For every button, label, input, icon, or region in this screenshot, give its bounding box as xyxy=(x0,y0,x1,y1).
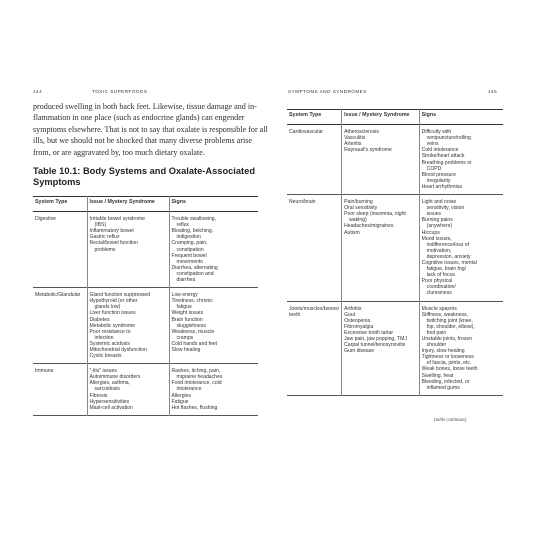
cell-line: Trouble swallowing, xyxy=(171,216,217,223)
cell-line: (IBS) xyxy=(94,222,107,229)
cell-line: twitching joint (knee, xyxy=(426,317,473,324)
cell-line: Liver function issues xyxy=(89,310,136,317)
cell-line: Weak bones, loose teeth xyxy=(421,366,478,373)
cell-line: Slow healing xyxy=(171,346,201,353)
cell-line: Gout xyxy=(344,311,356,318)
cell-line: sarcoidosis xyxy=(94,386,120,393)
cell-line: Poor resistance to xyxy=(89,328,131,335)
cell-line: Difficulty with xyxy=(421,129,452,136)
cell-line: Headaches/migraines xyxy=(344,223,394,230)
table-continues-note: (table continues) xyxy=(434,418,467,423)
table-row xyxy=(33,364,258,416)
cell-line: Cystic breasts xyxy=(89,353,122,360)
cell-line: Weakness, muscle xyxy=(171,328,215,335)
cell-line: Cold intolerance xyxy=(421,147,459,154)
body-systems-table-continued xyxy=(287,109,503,396)
cell-line: Fibromyalgia xyxy=(344,323,374,330)
cell-line: Diabetes xyxy=(89,316,110,323)
right-page xyxy=(267,0,533,533)
cell-line: teeth xyxy=(289,311,301,318)
running-head: TOXIC SUPERFOODS xyxy=(92,89,148,94)
cell-line: Frequent bowel xyxy=(171,252,207,259)
cell-line: Poor physical xyxy=(421,278,453,285)
table-header-row xyxy=(33,197,258,212)
cell-line: waking) xyxy=(349,217,367,224)
cell-line: Mood issues, xyxy=(421,235,452,242)
cell-line: clumsiness xyxy=(426,290,452,297)
cell-line: sensitivity, vision xyxy=(426,205,465,212)
cell-line: Rectal/bowel function xyxy=(89,240,138,247)
cell-line: Excessive tooth tartar xyxy=(344,329,394,336)
cell-line: COPD xyxy=(426,165,442,172)
cell-line: Oral sensitivity xyxy=(344,205,378,212)
cell-line: Muscle spasms xyxy=(421,305,457,312)
table-header-row xyxy=(287,110,503,125)
cell-line: irregularity xyxy=(426,177,451,184)
cell-line: Hot flashes, flushing xyxy=(171,404,218,411)
cell-line: Heart arrhythmias xyxy=(421,183,463,190)
cell-line: (anywhere) xyxy=(426,223,453,230)
table-title-line: Table 10.1: Body Systems and Oxalate-Associated xyxy=(33,166,256,176)
cell-line: Allergies xyxy=(171,392,192,399)
cell-line: Raynaud's syndrome xyxy=(344,147,392,154)
cell-line: migraine headaches xyxy=(176,374,223,381)
page-number: 144 xyxy=(33,89,43,94)
cell-line: Autism xyxy=(344,229,360,236)
cell-line: constipation and xyxy=(176,270,214,277)
cell-line: Inflammatory bowel xyxy=(89,228,134,235)
cell-line: Cardiovascular xyxy=(289,129,323,136)
cell-line: foot pain xyxy=(426,329,447,336)
cell-system-type xyxy=(33,288,87,364)
cell-line: indifference/loss of xyxy=(426,241,470,248)
cell-line: Weight issues xyxy=(171,310,204,317)
header-signs: Signs xyxy=(169,197,258,212)
cell-line: Unstable joints, frozen xyxy=(421,336,473,342)
body-systems-table xyxy=(33,196,258,416)
cell-line: shoulder xyxy=(426,342,447,349)
cell-line: issues xyxy=(426,211,442,218)
cell-line: Hiccups xyxy=(421,229,440,236)
cell-line: coordination/ xyxy=(426,284,456,291)
table-title-line: Symptoms xyxy=(33,177,81,187)
cell-line: Metabolic/Glandular xyxy=(35,292,81,299)
cell-issue-syndrome xyxy=(342,301,420,395)
cell-line: Irritable bowel syndrome xyxy=(89,216,145,223)
cell-line: constipation xyxy=(176,246,204,253)
paragraph-line: from, or are aggravated by, too much dietary oxalate. xyxy=(33,147,205,157)
table-row xyxy=(287,301,503,395)
cell-line: Swelling, heat xyxy=(421,372,454,379)
cell-line: Atherosclerosis xyxy=(344,129,379,136)
header-signs: Signs xyxy=(419,110,503,125)
cell-line: inflamed gums xyxy=(426,384,460,391)
cell-line: Stroke/heart attack xyxy=(421,153,465,160)
header-system-type: System Type xyxy=(289,112,322,118)
cell-line: infection xyxy=(94,334,114,341)
cell-signs xyxy=(419,301,503,395)
cell-line: Fibrosis xyxy=(89,392,108,399)
cell-line: Immune xyxy=(35,368,54,375)
cell-line: Tiredness, chronic xyxy=(171,298,213,305)
cell-line: Low energy xyxy=(171,292,198,299)
cell-line: hip, shoulder, elbow), xyxy=(426,323,475,330)
cell-line: movements xyxy=(176,258,203,265)
cell-line: Gastric reflux xyxy=(89,234,120,241)
cell-line: intolerance xyxy=(176,386,202,393)
cell-line: venipuncture/rolling xyxy=(426,135,471,142)
cell-line: Brain function xyxy=(171,316,203,323)
cell-line: Systemic acidosis xyxy=(89,340,130,347)
cell-line: Injury, slow healing xyxy=(421,348,465,355)
table-row xyxy=(33,212,258,288)
cell-line: Food intolerance, cold xyxy=(171,380,222,387)
cell-line: Bleeding, infected, or xyxy=(421,378,470,385)
cell-system-type xyxy=(287,301,342,395)
cell-line: Poor sleep (insomnia, night xyxy=(344,211,406,218)
paragraph-line: produced swelling in both back feet. Likewise, tissue damage and in- xyxy=(33,102,257,111)
cell-line: Neuro/brain xyxy=(289,199,316,206)
cell-line: motivation, xyxy=(426,247,452,254)
cell-line: Diarrhea, alternating xyxy=(171,264,218,271)
cell-issue-syndrome xyxy=(342,195,420,302)
cell-line: glands low) xyxy=(94,304,121,311)
cell-line: depression, anxiety xyxy=(426,253,471,260)
cell-line: cramps xyxy=(176,334,194,341)
page-number: 145 xyxy=(488,89,498,94)
cell-line: Vasculitis xyxy=(344,135,366,142)
cell-line: Blood pressure xyxy=(421,171,456,178)
cell-line: fatigue xyxy=(176,304,192,311)
cell-line: reflux xyxy=(176,222,189,229)
cell-line: Fatigue xyxy=(171,398,189,405)
cell-system-type xyxy=(33,212,87,288)
cell-issue-syndrome xyxy=(87,364,169,416)
cell-line: Arteritis xyxy=(344,141,362,148)
cell-line: of fascia, joints, etc. xyxy=(426,360,472,367)
cell-line: fatigue, brain fog/ xyxy=(426,266,467,273)
cell-line: Tightness or looseness xyxy=(421,354,474,361)
cell-line: Burning pains xyxy=(421,217,453,224)
cell-line: Stiffness, weakness, xyxy=(421,311,468,318)
cell-line: Light and noise xyxy=(421,199,457,206)
cell-line: Digestive xyxy=(35,216,56,223)
cell-line: Joints/muscles/bones/ xyxy=(289,305,340,312)
header-issue-syndrome: Issue / Mystery Syndrome xyxy=(87,197,169,212)
cell-line: Carpal tunnel/tenosynovitis xyxy=(344,342,406,349)
cell-line: Mast-cell activation xyxy=(89,404,133,411)
cell-signs xyxy=(169,212,258,288)
cell-line: lack of focus xyxy=(426,272,455,279)
header-issue-syndrome: Issue / Mystery Syndrome xyxy=(342,110,420,125)
cell-line: Breathing problems or xyxy=(421,159,472,166)
running-head: SYMPTOMS AND SYNDROMES xyxy=(288,89,367,94)
cell-line: Pain/burning xyxy=(344,199,373,206)
table-row xyxy=(287,195,503,302)
table-row xyxy=(33,288,258,364)
cell-signs xyxy=(419,195,503,302)
paragraph-line: flammation in one place (such as endocrine glands) can engender xyxy=(33,113,245,123)
cell-signs xyxy=(169,288,258,364)
cell-system-type xyxy=(33,364,87,416)
paragraph-line: symptoms elsewhere. That is not to say that oxalate is responsible for all xyxy=(33,124,268,134)
cell-line: Hypothyroid (or other xyxy=(89,298,138,305)
cell-line: diarrhea xyxy=(176,277,196,284)
cell-system-type xyxy=(287,125,342,195)
cell-line: Metabolic syndrome xyxy=(89,322,136,329)
cell-line: Bloating, belching, xyxy=(171,228,214,235)
body-paragraph xyxy=(33,101,268,158)
cell-issue-syndrome xyxy=(87,212,169,288)
cell-line: Jaw pain, jaw popping, TMJ xyxy=(344,336,407,342)
cell-issue-syndrome xyxy=(342,125,420,195)
cell-line: sluggishness xyxy=(176,322,206,329)
cell-line: Hypersensitivities xyxy=(89,398,130,405)
header-system-type: System Type xyxy=(35,199,68,205)
cell-line: Cramping, pain, xyxy=(171,240,208,247)
paragraph-line: ills, but we should not be shocked that many diverse problems arise xyxy=(33,136,252,146)
cell-system-type xyxy=(287,195,342,302)
cell-signs xyxy=(419,125,503,195)
cell-line: Rashes, itching, pain, xyxy=(171,368,221,375)
cell-line: Osteopenia xyxy=(344,317,371,324)
cell-line: Allergies, asthma, xyxy=(89,380,130,387)
cell-line: Cognitive issues, mental xyxy=(421,259,477,266)
cell-line: Autoimmune disorders xyxy=(89,374,141,381)
cell-line: Gum disease xyxy=(344,348,375,355)
cell-line: Mitochondrial dysfunction xyxy=(89,346,147,353)
cell-line: problems xyxy=(94,246,116,253)
left-page xyxy=(0,0,266,533)
cell-line: veins xyxy=(426,141,439,148)
cell-line: Cold hands and feet xyxy=(171,340,218,347)
cell-signs xyxy=(169,364,258,416)
table-title xyxy=(33,166,258,188)
cell-line: Gland function suppressed xyxy=(89,292,151,299)
cell-line: "-itis" issues xyxy=(89,368,117,375)
table-row xyxy=(287,125,503,195)
cell-line: indigestion xyxy=(176,234,201,241)
cell-line: Arthritis xyxy=(344,305,362,312)
cell-issue-syndrome xyxy=(87,288,169,364)
